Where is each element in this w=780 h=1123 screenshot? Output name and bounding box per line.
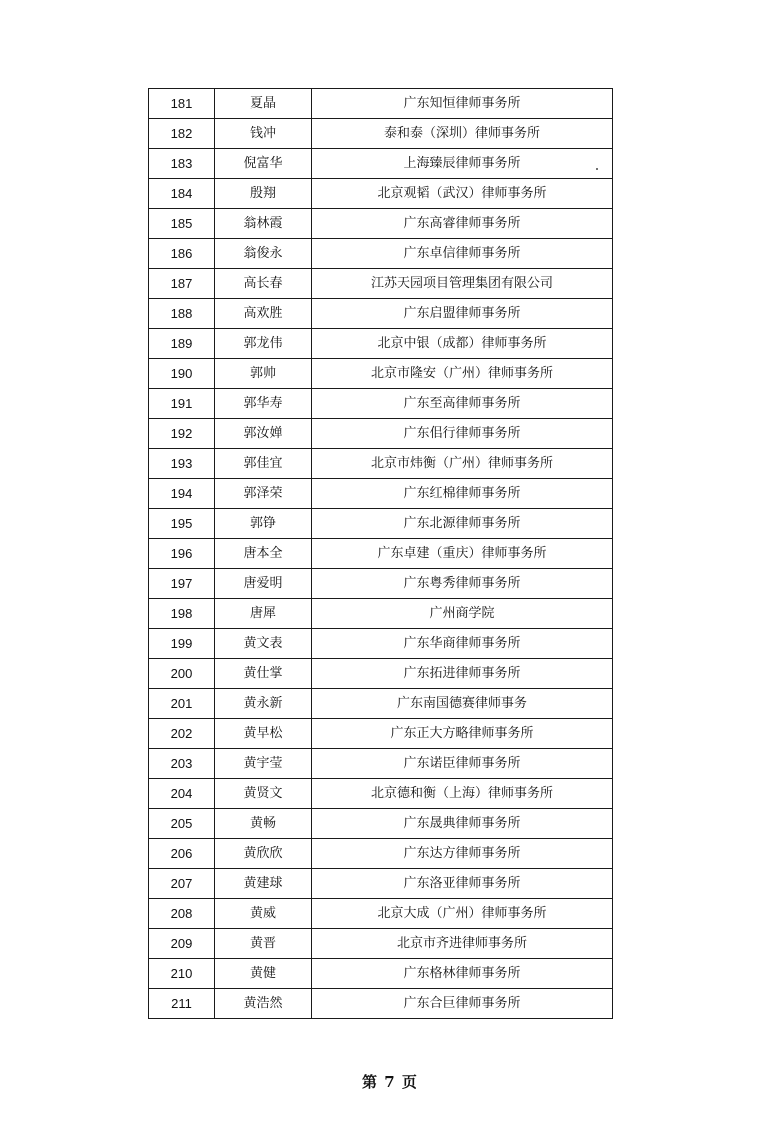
person-name-cell: 殷翔 [215, 179, 312, 209]
table-row [149, 929, 613, 959]
person-name-cell: 倪富华 [215, 149, 312, 179]
table-row [149, 479, 613, 509]
person-name-cell: 黄宇莹 [215, 749, 312, 779]
person-name-cell: 黄健 [215, 959, 312, 989]
row-number-cell: 207 [149, 869, 215, 899]
organization-cell: 北京市齐进律师事务所 [312, 929, 613, 959]
scan-speck [596, 168, 598, 170]
row-number-cell: 202 [149, 719, 215, 749]
person-name-cell: 高欢胜 [215, 299, 312, 329]
organization-cell: 北京中银（成都）律师事务所 [312, 329, 613, 359]
person-name-cell: 郭铮 [215, 509, 312, 539]
organization-cell: 广东正大方略律师事务所 [312, 719, 613, 749]
row-number-cell: 209 [149, 929, 215, 959]
row-number-cell: 204 [149, 779, 215, 809]
table-row [149, 119, 613, 149]
organization-cell: 北京市炜衡（广州）律师事务所 [312, 449, 613, 479]
person-name-cell: 钱冲 [215, 119, 312, 149]
organization-cell: 广东卓建（重庆）律师事务所 [312, 539, 613, 569]
organization-cell: 广东格林律师事务所 [312, 959, 613, 989]
table-row [149, 659, 613, 689]
person-name-cell: 郭汝婵 [215, 419, 312, 449]
table-row [149, 359, 613, 389]
person-name-cell: 郭泽荣 [215, 479, 312, 509]
table-row [149, 599, 613, 629]
table-row [149, 899, 613, 929]
organization-cell: 上海臻辰律师事务所 [312, 149, 613, 179]
row-number-cell: 192 [149, 419, 215, 449]
row-number-cell: 199 [149, 629, 215, 659]
person-name-cell: 高长春 [215, 269, 312, 299]
table-row [149, 719, 613, 749]
organization-cell: 广东拓进律师事务所 [312, 659, 613, 689]
person-name-cell: 黄文表 [215, 629, 312, 659]
organization-cell: 广东至高律师事务所 [312, 389, 613, 419]
organization-cell: 泰和泰（深圳）律师事务所 [312, 119, 613, 149]
organization-cell: 广东北源律师事务所 [312, 509, 613, 539]
table-row [149, 449, 613, 479]
organization-cell: 北京观韬（武汉）律师事务所 [312, 179, 613, 209]
table-row [149, 509, 613, 539]
organization-cell: 广东南国德赛律师事务 [312, 689, 613, 719]
roster-table-body [149, 89, 613, 1019]
table-row [149, 329, 613, 359]
table-row [149, 179, 613, 209]
table-row [149, 569, 613, 599]
organization-cell: 北京德和衡（上海）律师事务所 [312, 779, 613, 809]
organization-cell: 广东佀行律师事务所 [312, 419, 613, 449]
organization-cell: 广东合巨律师事务所 [312, 989, 613, 1019]
row-number-cell: 198 [149, 599, 215, 629]
organization-cell: 广东达方律师事务所 [312, 839, 613, 869]
person-name-cell: 翁俊永 [215, 239, 312, 269]
organization-cell: 广东红棉律师事务所 [312, 479, 613, 509]
roster-table [148, 88, 613, 1019]
organization-cell: 北京大成（广州）律师事务所 [312, 899, 613, 929]
table-row [149, 779, 613, 809]
row-number-cell: 189 [149, 329, 215, 359]
row-number-cell: 190 [149, 359, 215, 389]
organization-cell: 广东卓信律师事务所 [312, 239, 613, 269]
table-row [149, 689, 613, 719]
person-name-cell: 黄仕掌 [215, 659, 312, 689]
row-number-cell: 211 [149, 989, 215, 1019]
table-row [149, 89, 613, 119]
table-row [149, 239, 613, 269]
row-number-cell: 191 [149, 389, 215, 419]
table-row [149, 959, 613, 989]
person-name-cell: 黄永新 [215, 689, 312, 719]
person-name-cell: 黄贤文 [215, 779, 312, 809]
row-number-cell: 184 [149, 179, 215, 209]
row-number-cell: 195 [149, 509, 215, 539]
row-number-cell: 188 [149, 299, 215, 329]
row-number-cell: 186 [149, 239, 215, 269]
table-row [149, 749, 613, 779]
table-row [149, 839, 613, 869]
table-row [149, 299, 613, 329]
organization-cell: 北京市隆安（广州）律师事务所 [312, 359, 613, 389]
person-name-cell: 唐爱明 [215, 569, 312, 599]
table-row [149, 989, 613, 1019]
table-row [149, 389, 613, 419]
table-row [149, 269, 613, 299]
person-name-cell: 黄晋 [215, 929, 312, 959]
organization-cell: 广州商学院 [312, 599, 613, 629]
row-number-cell: 182 [149, 119, 215, 149]
person-name-cell: 黄建球 [215, 869, 312, 899]
person-name-cell: 郭龙伟 [215, 329, 312, 359]
person-name-cell: 翁林霞 [215, 209, 312, 239]
row-number-cell: 194 [149, 479, 215, 509]
person-name-cell: 郭帅 [215, 359, 312, 389]
table-row [149, 539, 613, 569]
organization-cell: 江苏天园项目管理集团有限公司 [312, 269, 613, 299]
person-name-cell: 唐犀 [215, 599, 312, 629]
row-number-cell: 197 [149, 569, 215, 599]
organization-cell: 广东诺臣律师事务所 [312, 749, 613, 779]
table-row [149, 209, 613, 239]
person-name-cell: 郭佳宜 [215, 449, 312, 479]
person-name-cell: 黄畅 [215, 809, 312, 839]
person-name-cell: 黄早松 [215, 719, 312, 749]
table-row [149, 149, 613, 179]
organization-cell: 广东华商律师事务所 [312, 629, 613, 659]
row-number-cell: 203 [149, 749, 215, 779]
row-number-cell: 185 [149, 209, 215, 239]
person-name-cell: 唐本全 [215, 539, 312, 569]
row-number-cell: 206 [149, 839, 215, 869]
organization-cell: 广东洛亚律师事务所 [312, 869, 613, 899]
row-number-cell: 201 [149, 689, 215, 719]
organization-cell: 广东知恒律师事务所 [312, 89, 613, 119]
row-number-cell: 210 [149, 959, 215, 989]
table-row [149, 629, 613, 659]
page-number: 第 7 页 [362, 1073, 418, 1091]
person-name-cell: 郭华寿 [215, 389, 312, 419]
row-number-cell: 193 [149, 449, 215, 479]
person-name-cell: 黄浩然 [215, 989, 312, 1019]
person-name-cell: 夏晶 [215, 89, 312, 119]
organization-cell: 广东高睿律师事务所 [312, 209, 613, 239]
row-number-cell: 200 [149, 659, 215, 689]
organization-cell: 广东粤秀律师事务所 [312, 569, 613, 599]
row-number-cell: 196 [149, 539, 215, 569]
table-row [149, 809, 613, 839]
row-number-cell: 205 [149, 809, 215, 839]
table-row [149, 419, 613, 449]
row-number-cell: 208 [149, 899, 215, 929]
row-number-cell: 181 [149, 89, 215, 119]
organization-cell: 广东晟典律师事务所 [312, 809, 613, 839]
table-row [149, 869, 613, 899]
person-name-cell: 黄威 [215, 899, 312, 929]
person-name-cell: 黄欣欣 [215, 839, 312, 869]
organization-cell: 广东启盟律师事务所 [312, 299, 613, 329]
row-number-cell: 183 [149, 149, 215, 179]
row-number-cell: 187 [149, 269, 215, 299]
